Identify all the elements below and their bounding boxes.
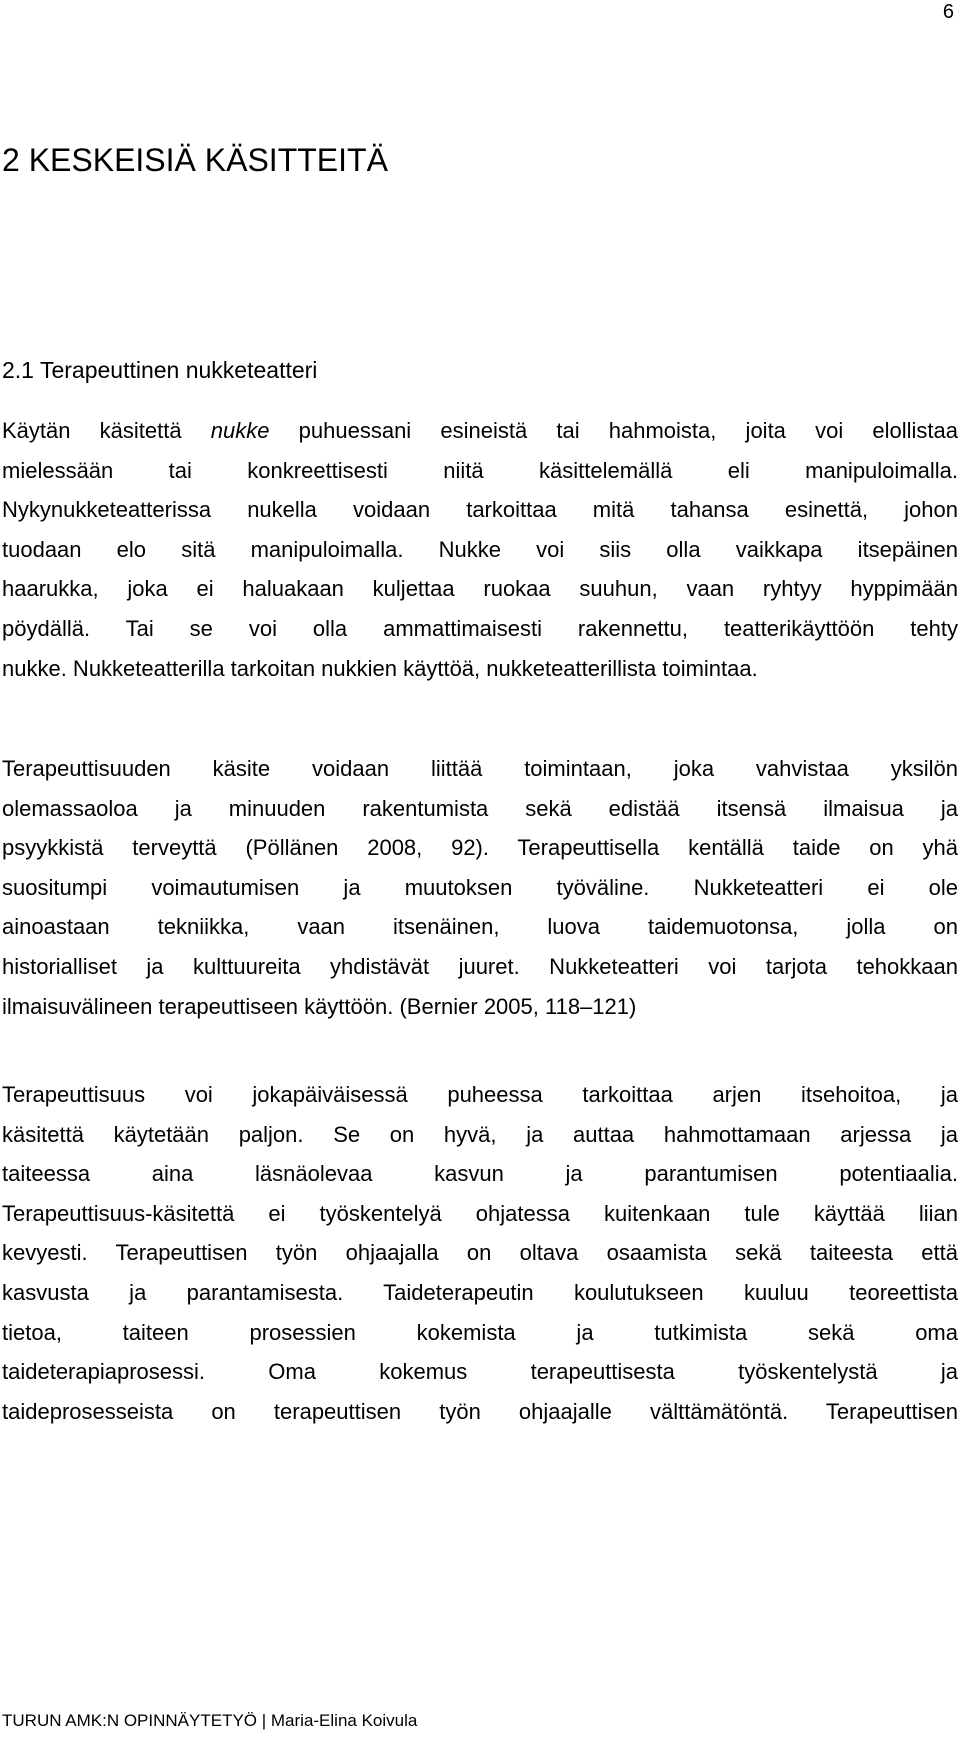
paragraph-line: taideterapiaprosessi. Oma kokemus terapeuttisesta työskentelystä ja xyxy=(2,1359,958,1385)
section-heading: 2.1 Terapeuttinen nukketeatteri xyxy=(2,357,318,383)
paragraph-line: käsitettä käytetään paljon. Se on hyvä, ja auttaa hahmottamaan arjessa ja xyxy=(2,1121,958,1147)
paragraph-line: taiteessa aina läsnäolevaa kasvun ja parantumisen potentiaalia. xyxy=(2,1161,958,1187)
paragraph-line: olemassaoloa ja minuuden rakentumista sekä edistää itsensä ilmaisua ja xyxy=(2,795,958,821)
paragraph-line: Terapeuttisuuden käsite voidaan liittää toimintaan, joka vahvistaa yksilön xyxy=(2,756,958,781)
paragraph-line: haarukka, joka ei haluakaan kuljettaa ruokaa suuhun, vaan ryhtyy hyppimään xyxy=(2,576,958,602)
paragraph-line: Nykynukketeatterissa nukella voidaan tarkoittaa mitä tahansa esinettä, johon xyxy=(2,497,958,523)
paragraph-line: ilmaisuvälineen terapeuttiseen käyttöön. (Bernier 2005, 118–121) xyxy=(2,993,637,1019)
paragraph-line: Terapeuttisuus-käsitettä ei työskentelyä ohjatessa kuitenkaan tule käyttää liian xyxy=(2,1200,958,1226)
paragraph-line: suositumpi voimautumisen ja muutoksen työväline. Nukketeatteri ei ole xyxy=(2,874,958,900)
paragraph-line: tuodaan elo sitä manipuloimalla. Nukke voi siis olla vaikkapa itsepäinen xyxy=(2,536,958,562)
paragraph-line xyxy=(2,411,958,451)
page-number: 6 xyxy=(942,1,954,23)
paragraph-line: historialliset ja kulttuureita yhdistävät juuret. Nukketeatteri voi tarjota tehokkaan xyxy=(2,953,958,979)
paragraph-line: kevyesti. Terapeuttisen työn ohjaajalla on oltava osaamista sekä taiteesta että xyxy=(2,1240,958,1266)
text-run: puhuessani esineistä tai hahmoista, joita voi elollistaa xyxy=(269,418,958,443)
paragraph-line: nukke. Nukketeatterilla tarkoitan nukkien käyttöä, nukketeatterillista toimintaa. xyxy=(2,655,758,681)
page-footer: TURUN AMK:N OPINNÄYTETYÖ | Maria-Elina Koivula xyxy=(2,1711,418,1730)
paragraph-2 xyxy=(2,749,958,1026)
text-run: Käytän käsitettä xyxy=(2,418,211,443)
paragraph-1 xyxy=(2,411,958,688)
paragraph-3 xyxy=(2,1075,958,1431)
paragraph-line: mielessään tai konkreettisesti niitä käsittelemällä eli manipuloimalla. xyxy=(2,457,958,483)
paragraph-line: kasvusta ja parantamisesta. Taideterapeutin koulutukseen kuuluu teoreettista xyxy=(2,1279,958,1305)
chapter-heading: 2 KESKEISIÄ KÄSITTEITÄ xyxy=(2,142,388,178)
paragraph-line: ainoastaan tekniikka, vaan itsenäinen, luova taidemuotonsa, jolla on xyxy=(2,914,958,940)
paragraph-line: psyykkistä terveyttä (Pöllänen 2008, 92). Terapeuttisella kentällä taide on yhä xyxy=(2,835,958,861)
paragraph-line: taideprosesseista on terapeuttisen työn ohjaajalle välttämätöntä. Terapeuttisen xyxy=(2,1398,958,1424)
paragraph-line: tietoa, taiteen prosessien kokemista ja tutkimista sekä oma xyxy=(2,1319,958,1345)
paragraph-line: Terapeuttisuus voi jokapäiväisessä puheessa tarkoittaa arjen itsehoitoa, ja xyxy=(2,1082,958,1107)
emphasized-term: nukke xyxy=(210,418,270,443)
paragraph-line: pöydällä. Tai se voi olla ammattimaisesti rakennettu, teatterikäyttöön tehty xyxy=(2,615,958,641)
